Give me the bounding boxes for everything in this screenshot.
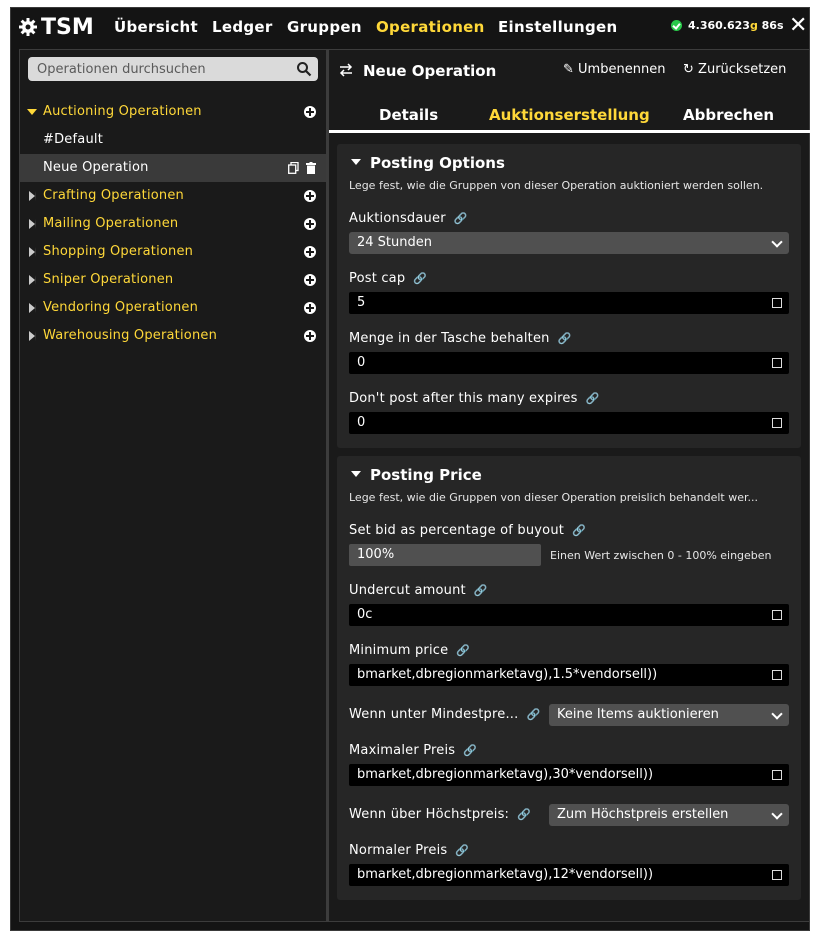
expand-icon[interactable] — [772, 298, 782, 308]
dropdown-value: Keine Items auktionieren — [557, 707, 719, 722]
add-operation-icon[interactable] — [304, 218, 316, 230]
silver-amount: 86 — [761, 19, 777, 32]
tab-bar — [329, 94, 810, 132]
link-icon[interactable]: 🔗 — [557, 332, 572, 345]
collapse-icon — [351, 159, 361, 165]
gold-display — [671, 19, 784, 32]
add-operation-icon[interactable] — [304, 274, 316, 286]
input-value: 0 — [357, 415, 366, 430]
tree-item-shopping[interactable] — [20, 238, 326, 266]
silver-unit: s — [776, 19, 784, 32]
field-label-duration — [349, 211, 468, 226]
tree-item-warehousing[interactable] — [20, 322, 326, 350]
tree-item-label: Crafting Operationen — [43, 188, 185, 203]
tab-details[interactable]: Details — [379, 106, 439, 124]
input-value: 0c — [357, 607, 373, 622]
add-operation-icon[interactable] — [304, 330, 316, 342]
top-bar — [11, 8, 809, 46]
label-text: Set bid as percentage of buyout — [349, 523, 565, 538]
label-text: Maximaler Preis — [349, 743, 456, 758]
chevron-right-icon — [29, 275, 36, 285]
rename-button[interactable] — [563, 62, 665, 77]
label-text: Wenn unter Mindestpre... — [349, 707, 519, 722]
reset-button[interactable] — [683, 62, 786, 77]
label-text: Auktionsdauer — [349, 211, 446, 226]
posting-price-section — [337, 456, 801, 900]
rename-label: Umbenennen — [578, 62, 666, 77]
reset-icon: ↻ — [683, 62, 694, 77]
field-label-min-price — [349, 643, 470, 658]
field-label-normal-price — [349, 843, 469, 858]
tree-item-default[interactable] — [20, 126, 326, 154]
expires-input[interactable] — [349, 412, 789, 434]
input-value: 100% — [357, 547, 395, 562]
search-icon — [296, 61, 312, 77]
nav-groups[interactable]: Gruppen — [287, 18, 362, 36]
search-placeholder: Operationen durchsuchen — [37, 62, 206, 77]
operation-title: Neue Operation — [363, 62, 497, 80]
bid-hint: Einen Wert zwischen 0 - 100% eingeben — [550, 549, 772, 562]
expand-icon[interactable] — [772, 418, 782, 428]
nav-overview[interactable]: Übersicht — [114, 18, 198, 36]
tree-item-label: Shopping Operationen — [43, 244, 194, 259]
link-icon[interactable]: 🔗 — [455, 844, 470, 857]
input-value: bmarket,dbregionmarketavg),12*vendorsell)) — [357, 867, 654, 882]
post-cap-input[interactable] — [349, 292, 789, 314]
chevron-down-icon — [771, 236, 782, 247]
chevron-down-icon — [771, 808, 782, 819]
dropdown-value: Zum Höchstpreis erstellen — [557, 807, 729, 822]
tree-item-label: Vendoring Operationen — [43, 300, 199, 315]
link-icon[interactable]: 🔗 — [526, 708, 541, 721]
section-description: Lege fest, wie die Gruppen von dieser Operation auktioniert werden sollen. — [349, 179, 764, 192]
add-operation-icon[interactable] — [304, 246, 316, 258]
tsm-logo[interactable] — [19, 13, 94, 41]
expand-icon[interactable] — [772, 358, 782, 368]
tree-item-vendoring[interactable] — [20, 294, 326, 322]
input-value: 5 — [357, 295, 366, 310]
chevron-right-icon — [29, 331, 36, 341]
keep-bag-input[interactable] — [349, 352, 789, 374]
tree-item-label: Neue Operation — [43, 160, 149, 175]
link-icon[interactable]: 🔗 — [413, 272, 428, 285]
max-price-input[interactable] — [349, 764, 789, 786]
chevron-right-icon — [29, 219, 36, 229]
tree-item-label: Sniper Operationen — [43, 272, 174, 287]
dropdown-value: 24 Stunden — [357, 235, 432, 250]
operation-header — [329, 50, 810, 94]
below-min-dropdown[interactable] — [549, 704, 789, 726]
link-icon[interactable]: 🔗 — [585, 392, 600, 405]
nav-ledger[interactable]: Ledger — [212, 18, 273, 36]
chevron-down-icon — [27, 109, 37, 115]
operations-sidebar — [19, 49, 327, 922]
tree-item-label: Warehousing Operationen — [43, 328, 218, 343]
add-operation-icon[interactable] — [304, 190, 316, 202]
field-label-below-min — [349, 707, 540, 722]
label-text: Post cap — [349, 271, 406, 286]
expand-icon[interactable] — [772, 870, 782, 880]
tree-item-crafting[interactable] — [20, 182, 326, 210]
chevron-down-icon — [771, 708, 782, 719]
tab-abbrechen[interactable]: Abbrechen — [683, 106, 775, 124]
link-icon[interactable]: 🔗 — [463, 744, 478, 757]
delete-icon[interactable] — [306, 162, 316, 174]
copy-icon[interactable] — [288, 162, 299, 174]
posting-options-header[interactable] — [351, 154, 505, 172]
close-icon[interactable]: ✕ — [789, 13, 808, 38]
operation-editor — [327, 49, 810, 922]
add-operation-icon[interactable] — [304, 302, 316, 314]
chevron-right-icon — [29, 191, 36, 201]
operations-tree — [20, 98, 326, 350]
field-label-keep-bag — [349, 331, 572, 346]
tree-item-label: Mailing Operationen — [43, 216, 179, 231]
field-label-above-max — [349, 807, 531, 822]
tab-auktionserstellung[interactable]: Auktionserstellung — [489, 106, 650, 124]
input-value: bmarket,dbregionmarketavg),1.5*vendorsell)) — [357, 667, 658, 682]
field-label-undercut — [349, 583, 488, 598]
field-label-bid — [349, 523, 586, 538]
expand-icon[interactable] — [772, 610, 782, 620]
tree-item-neue-operation[interactable] — [20, 154, 326, 182]
tree-item-auctioning[interactable] — [20, 98, 326, 126]
label-text: Don't post after this many expires — [349, 391, 578, 406]
gear-icon — [19, 18, 37, 36]
expand-icon[interactable] — [772, 770, 782, 780]
posting-options-section — [337, 144, 801, 448]
above-max-dropdown[interactable] — [549, 804, 789, 826]
link-icon[interactable]: 🔗 — [453, 212, 468, 225]
pencil-icon: ✎ — [563, 62, 574, 77]
tree-item-sniper[interactable] — [20, 266, 326, 294]
search-input[interactable] — [28, 57, 318, 81]
tree-item-label: #Default — [43, 132, 103, 147]
duration-dropdown[interactable] — [349, 232, 789, 254]
expand-icon[interactable] — [772, 670, 782, 680]
gold-unit: g — [749, 19, 758, 32]
chevron-right-icon — [29, 303, 36, 313]
normal-price-input[interactable] — [349, 864, 789, 886]
tab-underline — [329, 130, 810, 133]
nav-operations[interactable]: Operationen — [376, 18, 485, 36]
label-text: Normaler Preis — [349, 843, 448, 858]
tree-item-label: Auctioning Operationen — [43, 104, 202, 119]
min-price-input[interactable] — [349, 664, 789, 686]
nav-settings[interactable]: Einstellungen — [498, 18, 618, 36]
posting-price-header[interactable] — [351, 466, 482, 484]
logo-text: TSM — [41, 14, 94, 40]
chevron-right-icon — [29, 247, 36, 257]
collapse-icon — [351, 471, 361, 477]
gold-amount: 4.360.623 — [688, 19, 750, 32]
link-icon[interactable]: 🔗 — [456, 644, 471, 657]
add-operation-icon[interactable] — [304, 106, 316, 118]
link-icon[interactable]: 🔗 — [517, 808, 532, 821]
section-title: Posting Options — [370, 154, 505, 172]
label-text: Undercut amount — [349, 583, 466, 598]
tsm-window — [10, 7, 810, 931]
section-description: Lege fest, wie die Gruppen von dieser Operation preislich behandelt wer... — [349, 491, 758, 504]
input-value: bmarket,dbregionmarketavg),30*vendorsell)) — [357, 767, 654, 782]
label-text: Minimum price — [349, 643, 449, 658]
reset-label: Zurücksetzen — [698, 62, 787, 77]
tree-item-mailing[interactable] — [20, 210, 326, 238]
label-text: Menge in der Tasche behalten — [349, 331, 550, 346]
field-label-post-cap — [349, 271, 427, 286]
input-value: 0 — [357, 355, 366, 370]
section-title: Posting Price — [370, 466, 482, 484]
label-text: Wenn über Höchstpreis: — [349, 807, 510, 822]
swap-icon — [339, 63, 353, 77]
link-icon[interactable]: 🔗 — [473, 584, 488, 597]
link-icon[interactable]: 🔗 — [572, 524, 586, 537]
connected-check-icon — [671, 20, 682, 31]
field-label-expires — [349, 391, 600, 406]
undercut-input[interactable] — [349, 604, 789, 626]
bid-percentage-input[interactable] — [349, 544, 541, 566]
field-label-max-price — [349, 743, 477, 758]
